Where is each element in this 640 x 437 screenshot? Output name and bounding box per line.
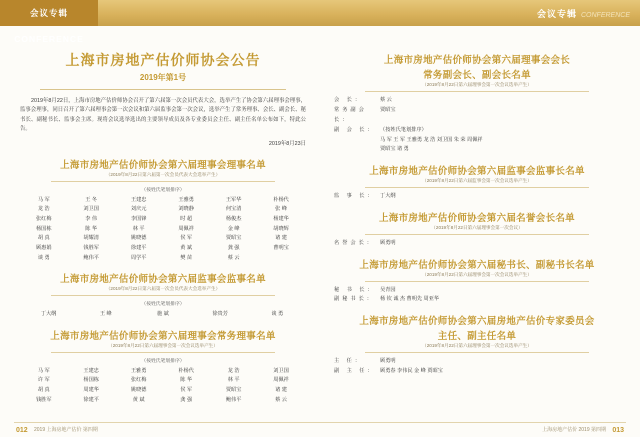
detail-row <box>334 367 620 377</box>
name-entry: 蔡 云 <box>227 254 240 261</box>
detail-value: 顾勇明 <box>380 239 396 246</box>
section-heading: 上海市房地产估价师协会第六届监事会监事名单 <box>60 275 266 286</box>
section-heading: 上海市房地产估价师协会第六届理事会理事名单 <box>60 160 266 171</box>
section-note: （2019年8月22日第六届第一次会员代表大会选举产生） <box>105 286 221 292</box>
detail-row <box>334 126 620 136</box>
section-rows <box>334 357 620 377</box>
name-entry: 龚 强 <box>227 244 240 251</box>
detail-row <box>334 295 620 305</box>
section-subnote: （按姓氏笔划排序） <box>141 187 185 193</box>
page-title: 上海市房地产估价师协会公告 <box>65 54 261 69</box>
section-note: （2019年8月22日第六届理事会第一次会议选举产生） <box>422 82 532 87</box>
name-entry: 鲍伟平 <box>83 254 99 261</box>
name-entry: 陈 华 <box>180 377 193 384</box>
section-heading: 上海市房地产估价师协会第六届房地产估价专家委员会 <box>359 317 595 328</box>
section-divider <box>365 91 588 92</box>
name-entry: 黄 斌 <box>132 396 145 403</box>
name-line: 贾昭宝 诸 勇 <box>380 146 409 153</box>
announcement-date: 2019年8月23日 <box>268 140 306 147</box>
footer-text-right: 上海房地产估价 2019 第四期 <box>542 427 606 433</box>
name-entry: 鲍伟平 <box>225 396 242 403</box>
name-entry: 顾惠娟 <box>35 244 52 251</box>
page-subtitle: 2019年第1号 <box>139 73 187 82</box>
detail-row <box>334 192 620 202</box>
name-entry: 王建忠 <box>83 367 99 374</box>
announcement-body: 2019年8月22日，上海市房地产估价师协会召开了第六届第一次会员代表大会，选举产生了协会第六届理事会理事，监事会理事，同日召开了第六届理事会第一次会议和第六届监事会第一次会议，选举产生了常务理事、会长、副会长、秘书长、副秘书长、监事会主席。现将会议选举选出的主要领导成员及各专业委员会主任、副主任名单公布如下，特此公告。 <box>20 98 306 133</box>
section-subnote: （按姓氏笔划排序） <box>141 302 185 308</box>
name-entry: 时 超 <box>180 216 193 223</box>
name-entry: 朴杨代 <box>178 367 194 374</box>
name-entry: 徐建平 <box>83 396 99 403</box>
name-entry: 杨国栋 <box>83 377 99 384</box>
detail-row <box>334 106 620 126</box>
detail-label: 会 长： <box>334 97 364 103</box>
title-divider <box>40 89 286 90</box>
section-heading-line2: 主任、副主任名单 <box>437 332 517 343</box>
detail-value: 杨 钦 诚 杰 曹明先 周亚华 <box>380 296 440 303</box>
name-entry: 谈 勇 <box>271 311 284 318</box>
name-entry: 杨俊杰 <box>225 216 242 223</box>
footer-page-right: 013 <box>612 427 624 434</box>
name-entry: 贾昭宝 <box>225 235 242 242</box>
name-entry: 林 平 <box>132 225 145 232</box>
section-rows <box>334 286 620 306</box>
name-entry: 张红梅 <box>35 216 52 223</box>
name-entry: 曹明宝 <box>273 244 289 251</box>
name-entry: 胡晓辉 <box>273 225 289 232</box>
name-entry: 马 军 <box>37 367 50 374</box>
name-entry: 侯 军 <box>180 235 193 242</box>
detail-value: 顾勇春 李伟民 金 峰 贾昭宝 <box>380 368 443 375</box>
name-grid <box>20 310 306 320</box>
name-entry: 钱胜军 <box>35 396 52 403</box>
banner-right-en: CONFERENCE <box>580 12 630 19</box>
detail-label: 主 任： <box>334 358 364 365</box>
section-rows <box>334 96 620 155</box>
name-entry: 刘晓静 <box>178 206 194 213</box>
name-entry: 姚晓德 <box>130 235 147 242</box>
banner-left-tab <box>0 0 98 44</box>
name-entry: 王军华 <box>225 196 242 203</box>
name-entry: 诸 建 <box>275 235 287 242</box>
section-heading: 上海市房地产估价师协会第六届理事会常务理事名单 <box>50 331 276 342</box>
detail-value: 贾昭宝 <box>380 106 396 113</box>
page-footer <box>0 421 640 437</box>
detail-row <box>334 96 620 106</box>
name-entry: 李 伟 <box>85 216 98 223</box>
name-entry: 林 平 <box>227 377 240 384</box>
name-entry: 周建华 <box>83 387 99 394</box>
section-heading: 上海市房地产估价师协会第六届监事会监事长名单 <box>369 166 585 177</box>
name-entry: 徐建平 <box>130 244 147 251</box>
name-entry: 徐贵芳 <box>212 311 228 318</box>
section-divider <box>365 234 588 235</box>
name-entry: 黄 斌 <box>180 244 193 251</box>
section-divider <box>365 352 588 353</box>
name-entry: 王雅勇 <box>178 196 194 203</box>
name-entry: 朴杨代 <box>273 196 289 203</box>
name-entry: 蔡 云 <box>275 396 287 403</box>
footer-page-left: 012 <box>16 427 28 434</box>
name-entry: 王雅勇 <box>130 367 147 374</box>
name-entry: 施 斌 <box>157 311 169 318</box>
name-grid <box>20 196 306 263</box>
banner-left-tab-label: 会议专辑 CONFERENCE <box>14 8 84 44</box>
section-divider <box>51 352 274 353</box>
name-entry: 胡 真 <box>37 235 50 242</box>
name-entry: 许 军 <box>37 377 50 384</box>
name-entry: 谈 勇 <box>37 254 50 261</box>
section-note: （2019年8月22日第六届理事会第一次会议） <box>431 224 523 230</box>
banner-right-cn: 会议专辑 <box>536 9 577 19</box>
name-entry: 张 峰 <box>275 206 287 213</box>
section-divider <box>51 295 274 296</box>
section-note: （2019年8月22日第六届理事会第一次会议选举产生） <box>108 342 218 348</box>
detail-value: （按姓氏笔划排序） <box>380 126 427 133</box>
detail-label: 常务副会长： <box>334 106 367 123</box>
name-entry: 贾昭宝 <box>225 387 242 394</box>
section-rows <box>334 192 620 202</box>
name-entry: 杨建华 <box>273 216 289 223</box>
detail-label: 副 会 长： <box>334 126 376 133</box>
name-entry: 丁大纲 <box>40 311 57 318</box>
name-entry: 诸 建 <box>275 387 287 394</box>
name-entry: 李国锋 <box>130 216 147 223</box>
detail-value: 蔡 云 <box>380 97 392 103</box>
section-heading: 上海市房地产估价师协会第六届理事会会长 <box>383 56 571 66</box>
name-entry: 姚晓德 <box>130 387 147 394</box>
name-entry: 龙 浩 <box>227 367 240 374</box>
name-line: 马 军 王 军 王雅勇 龙 浩 刘卫国 朱 荣 周佩祥 <box>380 136 483 143</box>
page-columns <box>0 26 640 421</box>
detail-label: 名誉会长： <box>334 239 375 246</box>
detail-value: 吴青园 <box>380 286 396 293</box>
section-heading-line2: 常务副会长、副会长名单 <box>423 71 531 81</box>
section-note: （2019年8月22日第六届第一次会员代表大会选举产生） <box>105 171 221 177</box>
name-entry: 樊 苗 <box>180 254 193 261</box>
name-entry: 王建忠 <box>130 196 147 203</box>
name-entry: 王 冬 <box>85 196 98 203</box>
name-entry: 刘庆元 <box>130 206 147 213</box>
banner-right-label <box>490 0 640 26</box>
name-entry: 龙 浩 <box>37 206 50 213</box>
name-entry: 龚 强 <box>180 396 193 403</box>
name-entry: 钱胜军 <box>83 244 99 251</box>
detail-row <box>334 357 620 367</box>
name-entry: 王 峰 <box>99 311 112 318</box>
right-column <box>320 26 640 421</box>
name-entry: 陈 华 <box>85 225 98 232</box>
section-heading: 上海市房地产估价师协会第六届秘书长、副秘书长名单 <box>359 260 595 271</box>
section-note: （2019年8月22日第六届监事会第一次会议选举产生） <box>422 177 532 183</box>
name-entry: 周佩祥 <box>273 377 289 384</box>
name-entry: 胡耀清 <box>83 235 99 242</box>
detail-label: 监 事 长： <box>334 192 376 199</box>
name-entry: 张红梅 <box>130 377 147 384</box>
section-divider <box>51 181 274 182</box>
detail-value: 丁大纲 <box>380 192 396 199</box>
section-note: （2019年8月22日第六届理事会第一次会议选举产生） <box>422 271 532 277</box>
name-entry: 侯 军 <box>180 387 193 394</box>
name-entry: 胡 真 <box>37 387 50 394</box>
detail-label: 副秘书长： <box>334 296 375 303</box>
section-subnote: （按姓氏笔划排序） <box>141 358 185 364</box>
detail-label: 副 主 任： <box>334 368 376 375</box>
detail-row <box>334 239 620 249</box>
detail-label: 秘 书 长： <box>334 286 376 293</box>
name-entry: 何宝清 <box>225 206 242 213</box>
section-note: （2019年8月22日第六届理事会第一次会议选举产生） <box>422 343 532 349</box>
footer-text-left: 2019 上海房地产估价 第四期 <box>34 427 98 433</box>
section-divider <box>365 187 588 188</box>
name-entry: 马 军 <box>37 196 50 203</box>
section-heading: 上海市房地产估价师协会第六届名誉会长名单 <box>378 213 575 224</box>
section-divider <box>365 281 588 282</box>
detail-value: 顾勇明 <box>380 358 396 365</box>
name-entry: 刘卫国 <box>273 367 289 374</box>
left-column <box>0 26 320 421</box>
name-entry: 周学平 <box>130 254 147 261</box>
detail-row <box>334 286 620 296</box>
name-entry: 刘卫国 <box>83 206 99 213</box>
name-entry: 周佩祥 <box>178 225 194 232</box>
section-rows <box>334 239 620 249</box>
name-entry: 杨国栋 <box>35 225 52 232</box>
name-grid <box>20 367 306 406</box>
name-entry: 金 峰 <box>227 225 240 232</box>
